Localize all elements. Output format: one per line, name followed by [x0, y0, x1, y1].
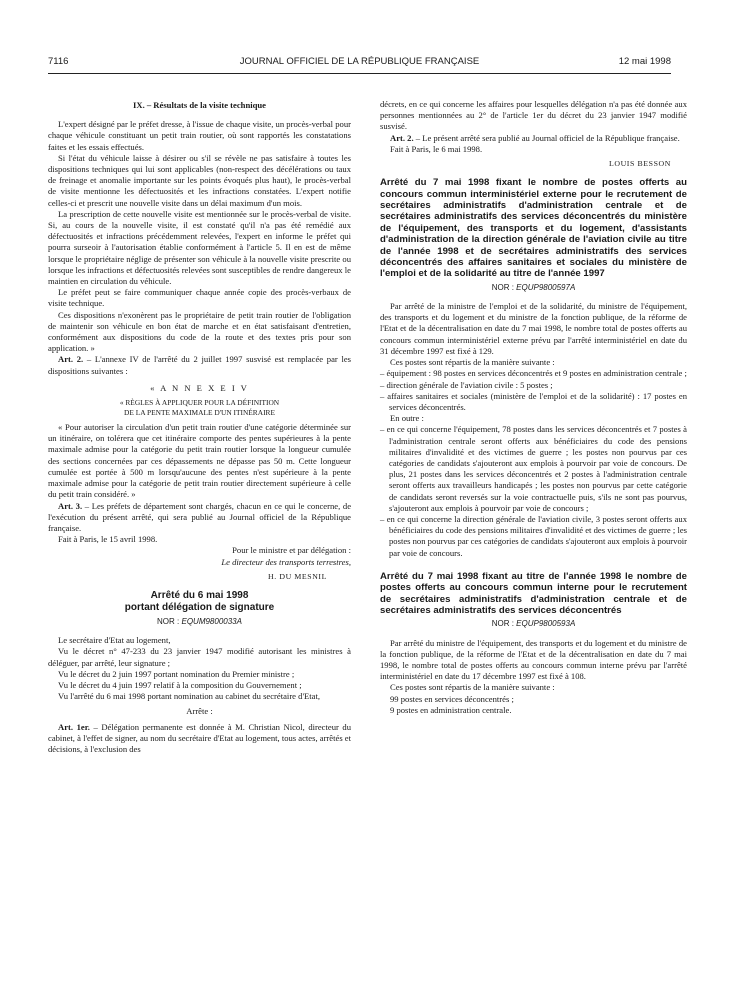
paragraph: Vu le décret du 2 juin 1997 portant nomination du Premier ministre ; [58, 668, 295, 679]
nor-code: EQUP9800597A [516, 282, 576, 292]
nor-label: NOR : [491, 282, 517, 292]
list-item: – en ce qui concerne la direction générale de l'aviation civile, 3 postes seront offerts aux bénéficiaires du code des pensions militaires d'invalidité et des victimes de guerre ; les postes non pourvus par ces catégories de candidats s'ajouteront aux emplois à pourvoir par voie de concours. [380, 513, 687, 558]
paragraph: Ces postes sont répartis de la manière suivante : [390, 682, 555, 693]
paragraph: Vu le décret du 4 juin 1997 relatif à la composition du Gouvernement ; [58, 679, 302, 690]
paragraph: 99 postes en services déconcentrés ; [390, 693, 514, 704]
done-at: Fait à Paris, le 15 avril 1998. [58, 534, 158, 545]
article-label: Art. 1er. [58, 721, 90, 732]
annexe-title: « A N N E X E I V [150, 382, 249, 393]
nor-reference [48, 616, 351, 627]
paragraph: 9 postes en administration centrale. [390, 704, 512, 715]
annexe-subtitle-line: DE LA PENTE MAXIMALE D'UN ITINÉRAIRE [124, 407, 275, 417]
allocation-list [380, 368, 687, 413]
journal-title: JOURNAL OFFICIEL DE LA RÉPUBLIQUE FRANÇAISE [239, 56, 480, 67]
article-label: Art. 2. [58, 354, 84, 365]
paragraph: Ces dispositions n'exonèrent pas le propriétaire de petit train routier de l'obligation de maintenir son véhicule en bon état de marche et en état satisfaisant d'entretien, conformément aux dispositions du code de la route et des textes pris pour son application. » [48, 309, 351, 354]
signatory: LOUIS BESSON [608, 159, 671, 169]
paragraph: En outre : [390, 413, 424, 424]
decree-heading: Arrêté du 7 mai 1998 fixant au titre de l'année 1998 le nombre de postes offerts au concours commun interne pour le recrutement de secrétaires administratifs d'administration centrale et de secrétaires administratifs des services déconcentrés [380, 570, 687, 616]
decree-heading [48, 590, 351, 614]
page-header [48, 56, 671, 70]
left-column [48, 100, 351, 755]
arrete-label: Arrête : [186, 706, 213, 717]
article-text: – Délégation permanente est donnée à M. Christian Nicol, directeur du cabinet, à l'effet de signer, au nom du secrétaire d'Etat au logement, tous actes, arrêtés et décisions, à l'exclusion des [48, 721, 352, 754]
paragraph: Vu l'arrêté du 6 mai 1998 portant nomination au cabinet du secrétaire d'Etat, [58, 691, 320, 702]
paragraph: Le secrétaire d'Etat au logement, [58, 635, 171, 646]
heading-line: portant délégation de signature [124, 601, 275, 613]
paragraph: Ces postes sont répartis de la manière suivante : [390, 357, 555, 368]
signatory: H. DU MESNIL [268, 571, 327, 581]
header-rule [48, 73, 671, 74]
heading-line: Arrêté du 6 mai 1998 [150, 589, 249, 601]
paragraph: Vu le décret n° 47-233 du 23 janvier 1947 modifié autorisant les ministres à déléguer, par arrêté, leur signature ; [48, 646, 351, 668]
list-item: – affaires sanitaires et sociales (ministère de l'emploi et de la solidarité) : 17 postes en services déconcentrés. [380, 390, 687, 412]
list-item: – équipement : 98 postes en services déconcentrés et 9 postes en administration centrale ; [380, 368, 687, 379]
article-label: Art. 2. [390, 132, 414, 143]
nor-reference [380, 282, 687, 293]
article-text: – Le présent arrêté sera publié au Journal officiel de la République française. [413, 132, 680, 143]
nor-code: EQUP9800593A [516, 619, 576, 629]
list-item: – direction générale de l'aviation civile : 5 postes ; [380, 379, 553, 390]
decree-heading: Arrêté du 7 mai 1998 fixant le nombre de postes offerts au concours commun interministériel externe pour le recrutement de secrétaires administratifs d'administration centrale et de secrétaires administratifs des services déconcentrés du ministère de l'équipement, des transports et du logement, d'assistants d'administration de la direction générale de l'aviation civile au titre de l'année 1998 et de secrétaires administratifs des services déconcentrés des affaires sanitaires et sociales du ministère de l'emploi et de la solidarité au titre de l'année 1997 [380, 177, 687, 280]
article-3 [48, 501, 351, 535]
paragraph: décrets, en ce qui concerne les affaires pour lesquelles délégation n'a pas été donnée aux personnes mentionnées au 2° de l'article 1er du décret du 23 janvier 1947 modifié susvisé. [380, 99, 687, 132]
issue-date: 12 mai 1998 [618, 56, 671, 67]
article-1 [48, 722, 351, 756]
annexe-subtitle-line: « RÈGLES À APPLIQUER POUR LA DÉFINITION [119, 398, 280, 408]
allocation-list [380, 424, 687, 558]
paragraph: Par arrêté de la ministre de l'emploi et de la solidarité, du ministre de l'équipement, des transports et du logement et du ministre de la fonction publique, de la réforme de l'Etat et de la décentralisation en date du 7 mai 1998, le nombre total de postes offerts au concours commun interministériel externe prévu par l'arrêté interministériel en date du 31 décembre 1997 est fixé à 129. [380, 301, 687, 356]
article-2 [380, 133, 687, 144]
annexe-subtitle [48, 398, 351, 417]
right-column [380, 99, 687, 716]
article-label: Art. 3. [58, 500, 83, 511]
article-text: – Les préfets de département sont chargés, chacun en ce qui le concerne, de l'exécution du présent arrêté, qui sera publié au Journal officiel de la République française. [48, 500, 352, 533]
nor-code: EQUM9800033A [181, 616, 242, 626]
signature-title: Le directeur des transports terrestres, [221, 556, 351, 567]
article-text: – L'annexe IV de l'arrêté du 2 juillet 1997 susvisé est remplacée par les dispositions suivantes : [48, 354, 351, 376]
paragraph: Par arrêté du ministre de l'équipement, des transports et du logement et du ministre de la fonction publique, de la réforme de l'Etat et de la décentralisation en date du 7 mai 1998, le nombre total de postes offerts au concours commun interne prévu par l'arrêté interministériel en date du 17 décembre 1997 est fixé à 108. [380, 637, 687, 682]
article-2 [48, 354, 351, 376]
page-number: 7116 [48, 56, 69, 67]
nor-label: NOR : [491, 619, 517, 629]
paragraph: Si l'état du véhicule laisse à désirer ou s'il se révèle ne pas satisfaire à toutes les dispositions techniques qui lui sont applicables (non-respect des décélérations ou taux de freinage et anomalie importante sur les points évoqués plus haut), le procès-verbal de visite mentionne les défectuosités et les infractions constatées. L'expert notifie celles-ci et prescrit une nouvelle visite dans un délai maximum d'un mois. [48, 152, 351, 208]
paragraph: Le préfet peut se faire communiquer chaque année copie des procès-verbaux de visite technique. [48, 287, 351, 309]
section-title: IX. – Résultats de la visite technique [133, 100, 266, 110]
nor-reference [380, 618, 687, 629]
signature-line: Pour le ministre et par délégation : [232, 545, 351, 556]
done-at: Fait à Paris, le 6 mai 1998. [390, 143, 483, 154]
annexe-text: « Pour autoriser la circulation d'un petit train routier d'une catégorie déterminée sur un itinéraire, on tolérera que cet itinéraire comporte des pentes supérieures à la pente maximale admise pour la catégorie du petit train routier lorsque la longueur cumulée des sections concernées par ces dépassements ne dépasse pas 50 m. Cette longueur cumulée est portée à 500 m lorsqu'aucune des pentes n'est supérieure à la pente maximale admise pour la catégorie de petit train routier directement supérieure à celle du petit train considéré. » [48, 422, 351, 500]
list-item: – en ce qui concerne l'équipement, 78 postes dans les services déconcentrés et 7 postes à l'administration centrale seront offerts aux bénéficiaires du code des pensions militaires d'invalidité et des victimes de guerre ; les postes non pourvus par ces catégories de candidats s'ajouteront aux emplois à pourvoir par voie de concours. De plus, 21 postes dans les services déconcentrés et 2 postes à l'administration centrale seront offerts aux travailleurs handicapés ; les postes non pourvus par cette catégorie de candidats seront reversés sur la voie contractuelle puis, s'ils ne sont pas pourvus, s'ajouteront aux emplois à pourvoir par voie de concours ; [380, 424, 687, 513]
paragraph: La prescription de cette nouvelle visite est mentionnée sur le procès-verbal de visite. Si, au cours de la nouvelle visite, il est constaté qu'il n'a pas été remédié aux défectuosités et infractions précédemment relevées, l'expert en informe le préfet qui pourra surseoir à l'autorisation établie conformément à l'article 5. Il en est de même lorsque le propriétaire néglige de présenter son véhicule à la nouvelle visite prescrite ou lorsque les infractions et défectuosités relevées sont susceptibles de rendre dangereux le maintien en circulation du véhicule. [48, 208, 351, 287]
nor-label: NOR : [157, 616, 182, 626]
paragraph: L'expert désigné par le préfet dresse, à l'issue de chaque visite, un procès-verbal pour chaque véhicule constituant un petit train routier, où sont rapportés les constatations faites et les essais effectués. [48, 119, 351, 152]
